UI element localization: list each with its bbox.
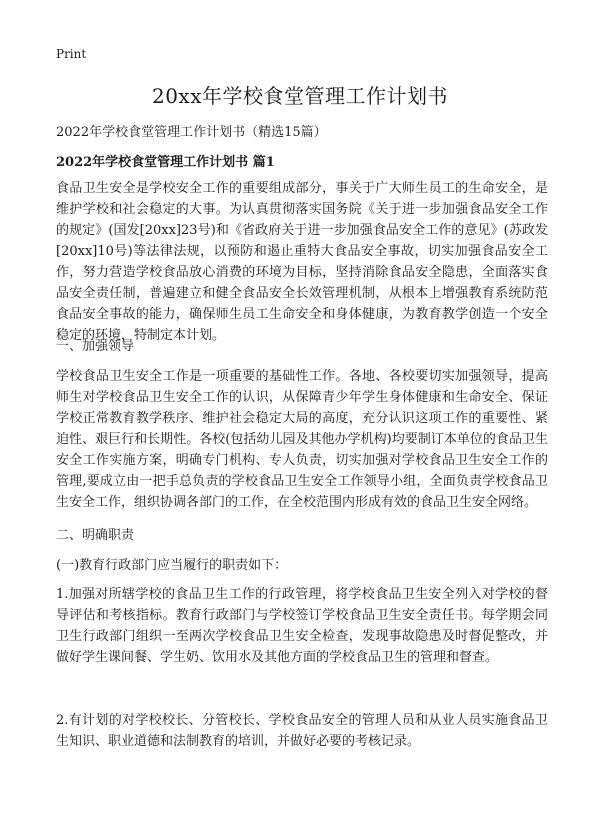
print-label: Print (56, 47, 87, 61)
document-title: 20xx年学校食堂管理工作计划书 (151, 84, 448, 108)
paragraph-item-2: 2.有计划的对学校校长、分管校长、学校食品安全的管理人员和从业人员实施食品卫生知识、职业道德和法制教育的培训，并做好必要的考核记录。 (56, 713, 548, 749)
heading-leadership: 一、加强领导 (56, 339, 135, 354)
paragraph-intro: 食品卫生安全是学校安全工作的重要组成部分，事关于广大师生员工的生命安全，是维护学校和社会稳定的大事。为认真贯彻落实国务院《关于进一步加强食品安全工作的规定》(国发[20xx]23号)和《省政府关于进一步加强食品安全工作的意见》(苏政发[20xx]10号)等法律法规，以预防和遏止重特大食品安全事故，切实加强食品安全工作，努力营造学校食品放心消费的环境为目标，坚持消除食品安全隐患，全面落实食品安全责任制，普遍建立和健全食品安全长效管理机制，从根本上增强教育系统防范食品安全事故的能力，确保师生员工生命安全和身体健康，为教育教学创造一个安全稳定的环境，特制定本计划。 (56, 181, 548, 343)
paragraph-item-1: 1.加强对所辖学校的食品卫生工作的行政管理，将学校食品卫生安全列入对学校的督导评估和考核指标。教育行政部门与学校签订学校食品卫生安全责任书。每学期会同卫生行政部门组织一至两次学校食品卫生安全检查，发现事故隐患及时督促整改，并做好学生课间餐、学生奶、饮用水及其他方面的学校食品卫生的管理和督查。 (56, 587, 548, 665)
paragraph-leadership: 学校食品卫生安全工作是一项重要的基础性工作。各地、各校要切实加强领导，提高师生对学校食品卫生安全工作的认识，从保障青少年学生身体健康和生命安全、保证学校正常教育教学秩序、维护社会稳定大局的高度，充分认识这项工作的重要性、紧迫性、艰巨行和长期性。各校(包括幼儿园及其他办学机构)均要制订本单位的食品卫生安全工作实施方案，明确专门机构、专人负责，切实加强对学校食品卫生安全工作的管理,要成立由一把手总负责的学校食品卫生安全工作领导小组，全面负责学校食品卫生安全工作，组织协调各部门的工作，在全校范围内形成有效的食品卫生安全网络。 (56, 369, 548, 510)
heading-duties: 二、明确职责 (56, 528, 135, 543)
heading-edu-dept: (一)教育行政部门应当履行的职责如下： (56, 558, 288, 573)
section-title: 2022年学校食堂管理工作计划书 篇1 (56, 155, 275, 170)
document-subtitle: 2022年学校食堂管理工作计划书（精选15篇） (56, 125, 327, 140)
